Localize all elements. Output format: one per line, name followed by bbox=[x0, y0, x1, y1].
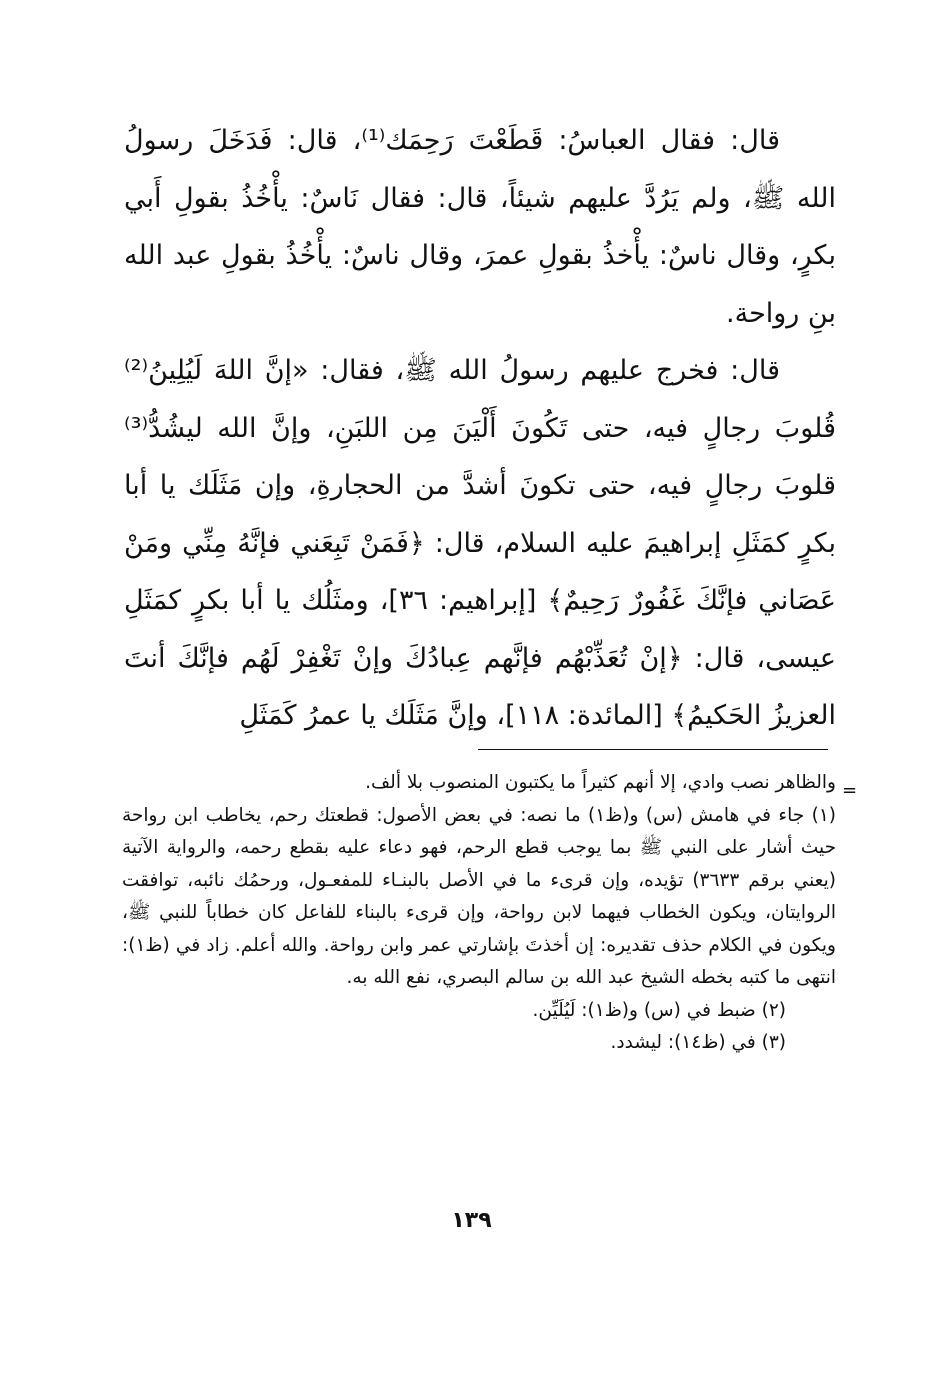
footnote-divider bbox=[478, 749, 828, 750]
main-text bbox=[124, 112, 836, 745]
footnote-continuation: والظاهر نصب وادي، إلا أنهم كثيراً ما يكتبون المنصوب بلا ألف. bbox=[365, 772, 836, 793]
footnote-1: (١) جاء في هامش (س) و(ظ١) ما نصه: في بعض الأصول: قطعتك رحم، يخاطب ابن رواحة حيث أشار على النبي ﷺ بما يوجب قطع الرحم، فهو دعاء عليه بقطع رحمه، والرواية الآتية (يعني برقم ٣٦٣٣) تؤيده، وإن قرىء ما في الأصل بالبنـاء للمفعـول، ورحمُك نائبه، توافقت الروايتان، ويكون الخطاب فيهما لابن رواحة، وإن قرىء بالبناء للفاعل كان خطاباً للنبي ﷺ، ويكون في الكلام حذف تقديره: إن أخذتَ بإشارتي عمر وابن رواحة. والله أعلم. زاد في (ظ١): انتهى ما كتبه بخطه الشيخ عبد الله بن سالم البصري، نفع الله به. bbox=[122, 804, 836, 988]
footnote-continuation-mark: = bbox=[842, 780, 858, 801]
main-paragraph: قال: فقال العباسُ: قَطَعْتَ رَحِمَك⁽¹⁾، قال: فَدَخَلَ رسولُ الله ﷺ، ولم يَرُدَّ عليهم شيئاً، قال: فقال نَاسٌ: يأْخُذُ بقولِ أَبي بكرٍ، وقال ناسٌ: يأْخذُ بقولِ عمرَ، وقال ناسٌ: يأْخُذُ بقولِ عبد الله بنِ رواحة. bbox=[124, 125, 836, 329]
footnote-3: (٣) في (ظ١٤): ليشدد. bbox=[610, 1032, 786, 1053]
page-number: ١٣٩ bbox=[451, 1208, 492, 1233]
footnotes bbox=[122, 767, 836, 1060]
main-paragraph: قال: فخرج عليهم رسولُ الله ﷺ، فقال: «إنَّ اللهَ لَيُلِينُ⁽²⁾ قُلوبَ رجالٍ فيه، حتى تَكُونَ أَلْيَنَ مِن اللبَنِ، وإنَّ الله ليشُدُّ⁽³⁾ قلوبَ رجالٍ فيه، حتى تكونَ أشدَّ من الحجارةِ، وإن مَثَلَك يا أبا بكرٍ كمَثَلِ إبراهيمَ عليه السلام، قال: ﴿فَمَنْ تَبِعَني فإنَّهُ مِنِّي ومَنْ عَصَاني فإنَّكَ غَفُورٌ رَحِيمٌ﴾ [إبراهيم: ٣٦]، ومثَلُك يا أبا بكرٍ كمَثَلِ عيسى، قال: ﴿إنْ تُعَذِّبْهُم فإنَّهم عِبادُكَ وإنْ تَغْفِرْ لَهُم فإنَّكَ أنتَ العزيزُ الحَكيمُ﴾ [المائدة: ١١٨]، وإنَّ مَثَلَك يا عمرُ كَمَثَلِ bbox=[124, 355, 836, 731]
footnote-2: (٢) ضبط في (س) و(ظ١): لَيُلَيِّن. bbox=[532, 999, 786, 1021]
